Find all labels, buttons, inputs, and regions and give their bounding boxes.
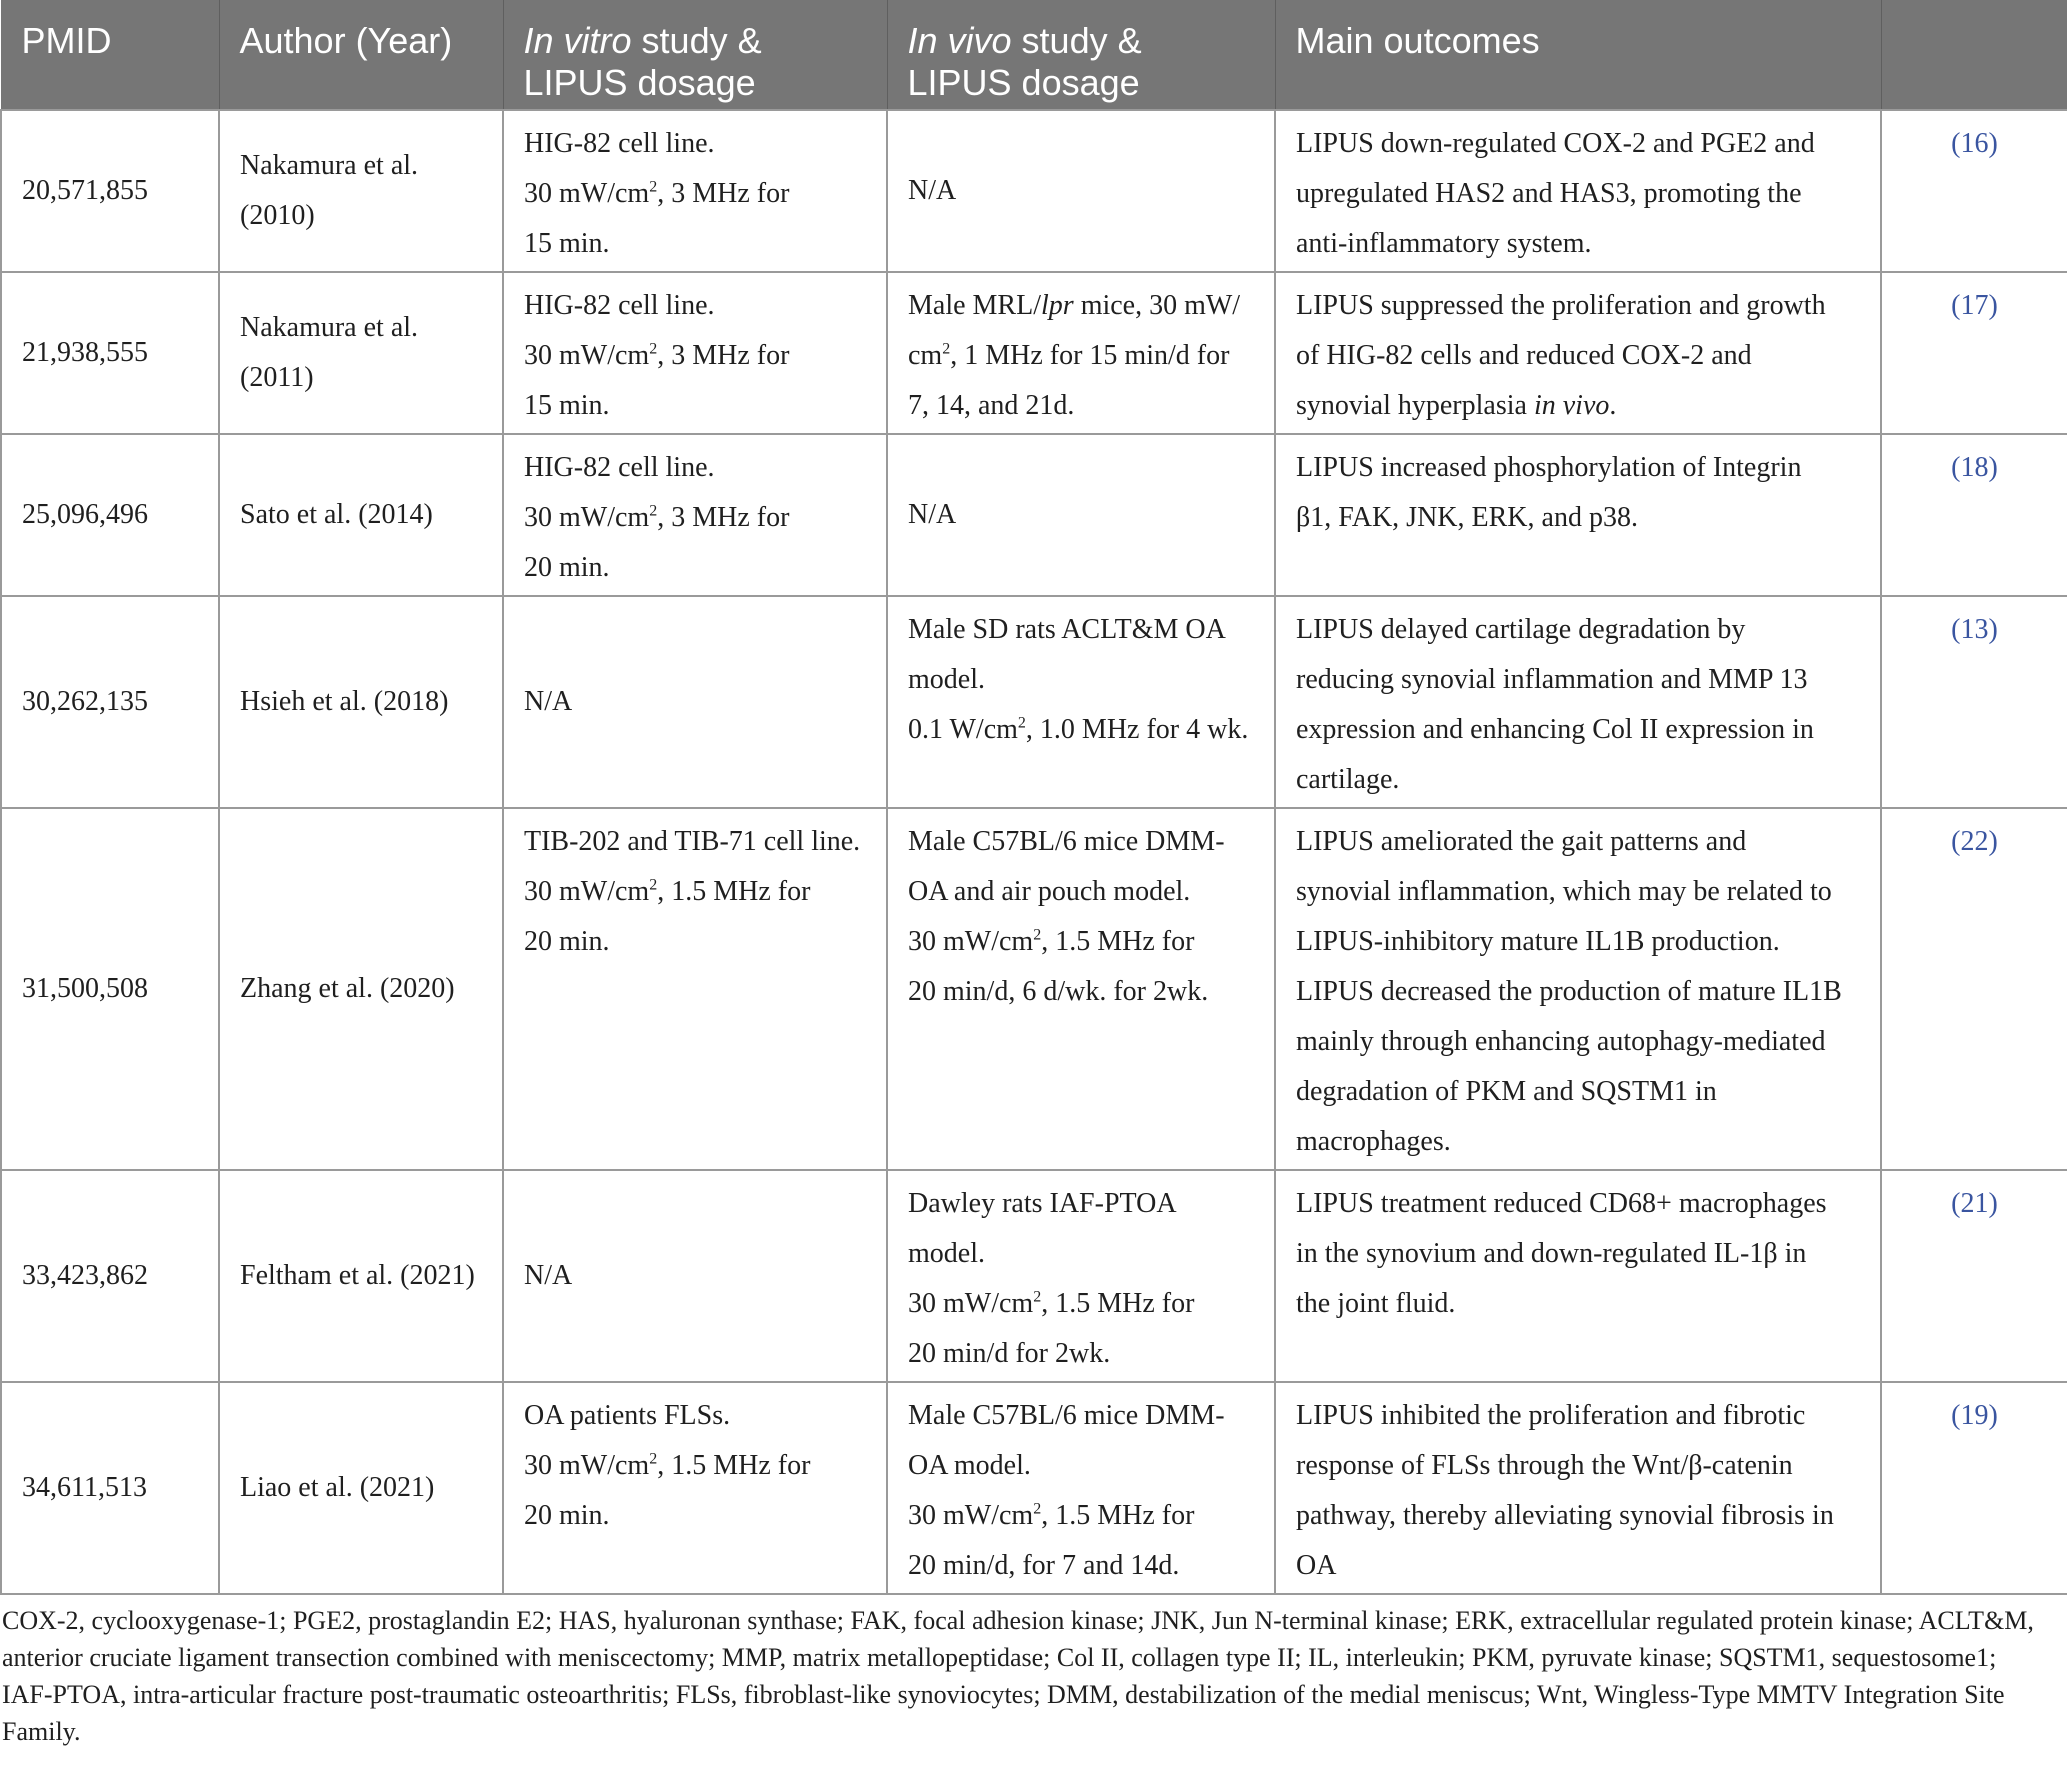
cell-author — [219, 1382, 503, 1594]
cell-author-line: (2011) — [240, 362, 314, 393]
cell-outcomes-line: LIPUS increased phosphorylation of Integrin — [1296, 452, 1802, 483]
cell-in-vitro-line: HIG-82 cell line. — [524, 290, 715, 321]
cell-in-vitro-line: TIB-202 and TIB-71 cell line. — [524, 826, 861, 857]
cell-author-line: Hsieh et al. (2018) — [240, 686, 449, 717]
cell-outcomes-line: in the synovium and down-regulated IL-1β in — [1296, 1238, 1807, 1269]
cell-outcomes-line: upregulated HAS2 and HAS3, promoting the — [1296, 178, 1802, 209]
cell-in-vivo-line: Male SD rats ACLT&M OA — [908, 614, 1226, 645]
cell-author — [219, 434, 503, 596]
cell-in-vivo-line: 30 $mW/cm^2$, 1.5 MHz for — [908, 1500, 1195, 1531]
cell-outcomes — [1275, 596, 1881, 808]
cell-outcomes-line: mainly through enhancing autophagy-mediated — [1296, 1026, 1826, 1057]
cell-in-vitro-line: 20 min. — [524, 552, 610, 583]
cell-outcomes-line: the joint fluid. — [1296, 1288, 1456, 1319]
cell-outcomes-line: LIPUS-inhibitory mature IL1B production. — [1296, 926, 1780, 957]
cell-outcomes-line: LIPUS delayed cartilage degradation by — [1296, 614, 1746, 645]
cell-in-vivo-line: Dawley rats IAF-PTOA — [908, 1188, 1177, 1219]
header-ref — [1881, 0, 2067, 110]
cell-in-vivo-line: Male MRL/lpr mice, 30 mW/ — [908, 290, 1241, 321]
cell-in-vivo-line: N/A — [908, 175, 957, 206]
cell-in-vivo-line: Male C57BL/6 mice DMM- — [908, 1400, 1225, 1431]
cell-in-vitro-line: N/A — [524, 686, 573, 717]
header-in-vitro — [503, 0, 887, 110]
cell-in-vivo — [887, 272, 1275, 434]
cell-in-vivo-line: 20 min/d, for 7 and 14d. — [908, 1550, 1180, 1581]
header-in-vivo — [887, 0, 1275, 110]
cell-reference-link[interactable]: (16) — [1881, 110, 2067, 272]
cell-in-vivo-line: N/A — [908, 499, 957, 530]
cell-in-vivo-line: 30 $mW/cm^2$, 1.5 MHz for — [908, 926, 1195, 957]
cell-pmid: 31,500,508 — [1, 808, 219, 1170]
cell-outcomes-line: LIPUS inhibited the proliferation and fibrotic — [1296, 1400, 1806, 1431]
cell-in-vitro-line: 30 $mW/cm^2$, 3 MHz for — [524, 340, 790, 371]
cell-in-vitro-line: 30 $mW/cm^2$, 1.5 MHz for — [524, 1450, 811, 1481]
cell-outcomes-line: response of FLSs through the Wnt/β-catenin — [1296, 1450, 1793, 1481]
cell-author-line: Zhang et al. (2020) — [240, 973, 455, 1004]
cell-outcomes-line: expression and enhancing Col II expression in — [1296, 714, 1814, 745]
cell-outcomes — [1275, 1170, 1881, 1382]
cell-in-vitro-line: 15 min. — [524, 390, 610, 421]
cell-in-vitro — [503, 808, 887, 1170]
table-row — [1, 110, 2067, 272]
cell-outcomes-line: LIPUS suppressed the proliferation and growth — [1296, 290, 1826, 321]
cell-author — [219, 596, 503, 808]
cell-outcomes — [1275, 808, 1881, 1170]
cell-pmid: 34,611,513 — [1, 1382, 219, 1594]
cell-in-vivo-line: model. — [908, 1238, 985, 1269]
cell-in-vitro-line: 20 min. — [524, 926, 610, 957]
cell-outcomes-line: β1, FAK, JNK, ERK, and p38. — [1296, 502, 1638, 533]
cell-author — [219, 272, 503, 434]
cell-in-vitro-line: OA patients FLSs. — [524, 1400, 731, 1431]
header-in-vivo-rest: study & — [1011, 20, 1142, 61]
cell-outcomes-line: degradation of PKM and SQSTM1 in — [1296, 1076, 1717, 1107]
cell-author — [219, 110, 503, 272]
table-footnote: COX-2, cyclooxygenase-1; PGE2, prostaglandin E2; HAS, hyaluronan synthase; FAK, focal adhesion kinase; JNK, Jun N-terminal kinase; ERK, extracellular regulated protein kinase; ACLT&M, anterior cruciate ligament transection combined with meniscectomy; MMP, matrix metallopeptidase; Col II, collagen type II; IL, interleukin; PKM, pyruvate kinase; SQSTM1, sequestosome1; IAF-PTOA, intra-articular fracture post-traumatic osteoarthritis; FLSs, fibroblast-like synoviocytes; DMM, destabilization of the medial meniscus; Wnt, Wingless-Type MMTV Integration Site Family. — [2, 1606, 2034, 1746]
cell-author — [219, 808, 503, 1170]
cell-author-line: Sato et al. (2014) — [240, 499, 433, 530]
cell-in-vitro-line: N/A — [524, 1260, 573, 1291]
table-row — [1, 272, 2067, 434]
cell-reference-link[interactable]: (18) — [1881, 434, 2067, 596]
cell-author-line: Nakamura et al. — [240, 312, 419, 343]
cell-reference-link[interactable]: (17) — [1881, 272, 2067, 434]
cell-in-vitro — [503, 272, 887, 434]
cell-outcomes — [1275, 272, 1881, 434]
cell-pmid: 33,423,862 — [1, 1170, 219, 1382]
table-row — [1, 596, 2067, 808]
header-in-vitro-rest: study & — [631, 20, 762, 61]
cell-reference-link[interactable]: (13) — [1881, 596, 2067, 808]
cell-pmid: 21,938,555 — [1, 272, 219, 434]
cell-outcomes-line: OA — [1296, 1550, 1337, 1581]
cell-outcomes — [1275, 434, 1881, 596]
cell-in-vivo — [887, 1382, 1275, 1594]
cell-in-vitro-line: 15 min. — [524, 228, 610, 259]
cell-author-line: Liao et al. (2021) — [240, 1472, 435, 1503]
cell-outcomes-line: reducing synovial inflammation and MMP 13 — [1296, 664, 1808, 695]
header-pmid: PMID — [1, 0, 219, 110]
cell-in-vivo-line: 20 min/d, 6 d/wk. for 2wk. — [908, 976, 1209, 1007]
cell-in-vitro — [503, 434, 887, 596]
cell-in-vivo-line: 20 min/d for 2wk. — [908, 1338, 1111, 1369]
table-row — [1, 1382, 2067, 1594]
cell-in-vivo-line: $cm^2$, 1 MHz for 15 min/d for — [908, 340, 1230, 371]
cell-pmid: 25,096,496 — [1, 434, 219, 596]
table-row — [1, 808, 2067, 1170]
cell-author — [219, 1170, 503, 1382]
cell-in-vitro-line: 20 min. — [524, 1500, 610, 1531]
cell-in-vitro-line: HIG-82 cell line. — [524, 452, 715, 483]
cell-in-vivo-line: 7, 14, and 21d. — [908, 390, 1075, 421]
cell-pmid: 20,571,855 — [1, 110, 219, 272]
cell-reference-link[interactable]: (21) — [1881, 1170, 2067, 1382]
header-in-vivo-italic: In vivo — [907, 20, 1012, 61]
table-row — [1, 434, 2067, 596]
cell-outcomes — [1275, 1382, 1881, 1594]
cell-outcomes-line: LIPUS decreased the production of mature IL1B — [1296, 976, 1842, 1007]
cell-in-vitro-line: 30 $mW/cm^2$, 1.5 MHz for — [524, 876, 811, 907]
cell-in-vitro-line: 30 $mW/cm^2$, 3 MHz for — [524, 502, 790, 533]
cell-in-vivo-line: OA model. — [908, 1450, 1031, 1481]
header-outcomes: Main outcomes — [1275, 0, 1881, 110]
cell-outcomes-line: macrophages. — [1296, 1126, 1451, 1157]
cell-outcomes-line: pathway, thereby alleviating synovial fibrosis in — [1296, 1500, 1834, 1531]
cell-author-line: Nakamura et al. — [240, 150, 419, 181]
cell-in-vivo-line: OA and air pouch model. — [908, 876, 1191, 907]
cell-in-vitro — [503, 110, 887, 272]
cell-in-vivo-line: 0.1 $W/cm^2$, 1.0 MHz for 4 wk. — [908, 714, 1249, 745]
header-in-vivo-line2: LIPUS dosage — [907, 62, 1140, 103]
cell-in-vivo-line: model. — [908, 664, 985, 695]
cell-outcomes-line: LIPUS down-regulated COX-2 and PGE2 and — [1296, 128, 1815, 159]
cell-in-vivo — [887, 808, 1275, 1170]
cell-in-vitro — [503, 1170, 887, 1382]
cell-outcomes-line: LIPUS ameliorated the gait patterns and — [1296, 826, 1747, 857]
header-in-vitro-line2: LIPUS dosage — [523, 62, 756, 103]
cell-in-vivo — [887, 596, 1275, 808]
cell-outcomes-line: synovial inflammation, which may be related to — [1296, 876, 1832, 907]
cell-reference-link[interactable]: (19) — [1881, 1382, 2067, 1594]
cell-in-vivo — [887, 1170, 1275, 1382]
header-in-vitro-italic: In vitro — [523, 20, 632, 61]
cell-in-vitro-line: 30 $mW/cm^2$, 3 MHz for — [524, 178, 790, 209]
cell-author-line: Feltham et al. (2021) — [240, 1260, 475, 1291]
header-row — [1, 0, 2067, 110]
cell-outcomes — [1275, 110, 1881, 272]
cell-author-line: (2010) — [240, 200, 315, 231]
cell-in-vivo — [887, 434, 1275, 596]
cell-outcomes-line: LIPUS treatment reduced CD68+ macrophages — [1296, 1188, 1827, 1219]
cell-in-vivo-line: 30 $mW/cm^2$, 1.5 MHz for — [908, 1288, 1195, 1319]
header-author: Author (Year) — [219, 0, 503, 110]
cell-pmid: 30,262,135 — [1, 596, 219, 808]
cell-in-vitro — [503, 596, 887, 808]
cell-in-vivo-line: Male C57BL/6 mice DMM- — [908, 826, 1225, 857]
cell-reference-link[interactable]: (22) — [1881, 808, 2067, 1170]
cell-in-vitro-line: HIG-82 cell line. — [524, 128, 715, 159]
cell-outcomes-line: of HIG-82 cells and reduced COX-2 and — [1296, 340, 1752, 371]
cell-in-vivo — [887, 110, 1275, 272]
cell-outcomes-line: anti-inflammatory system. — [1296, 228, 1592, 259]
cell-outcomes-line: synovial hyperplasia in vivo. — [1296, 390, 1617, 421]
cell-outcomes-line: cartilage. — [1296, 764, 1400, 795]
table-row — [1, 1170, 2067, 1382]
cell-in-vitro — [503, 1382, 887, 1594]
